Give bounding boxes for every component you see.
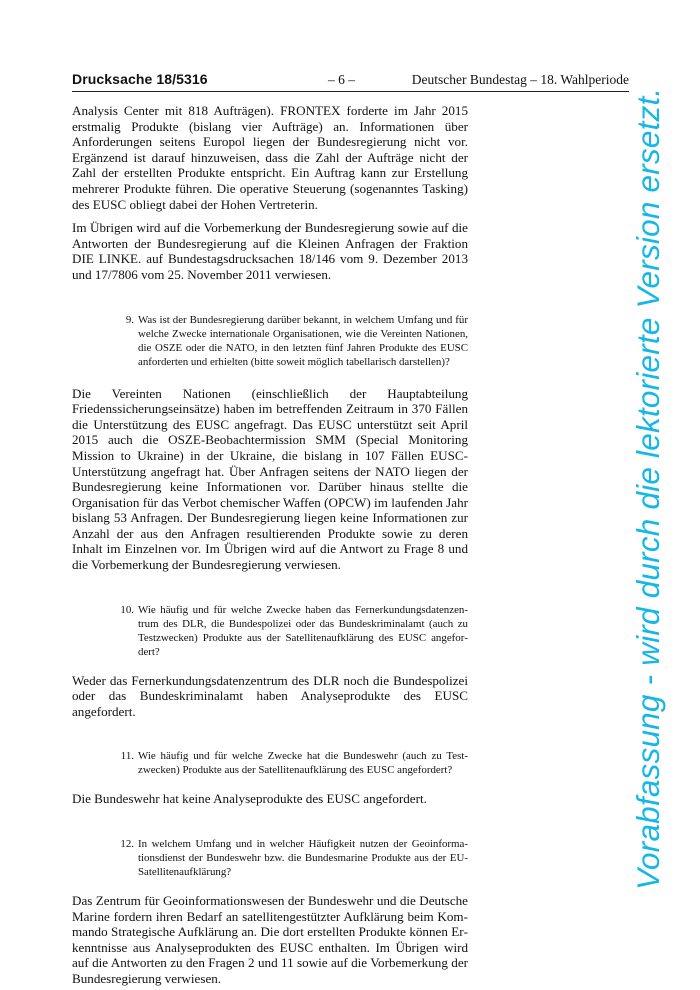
- question-number: 10.: [120, 603, 134, 616]
- question-number: 11.: [120, 750, 134, 763]
- answer-paragraph: Analysis Center mit 818 Aufträgen). FRONTEX forderte im Jahr 2015 erstmalig Produkte (bislang vier Aufträge) an. Informationen über Anforderungen seitens Europol liegen der Bundesregierung nicht vor. Ergänzend ist darauf hinzuweisen, dass die Zahl der Aufträge nicht der Zahl der erstellten Produkte entspricht. Ein Auftrag kann zur Erstellung mehrerer Produkte führen. Die operative Steuerung (sogenanntes Tasking) des EUSC obliegt dabei der Hohen Vertreterin.: [72, 103, 468, 212]
- page-content: [72, 103, 468, 987]
- answer-12: Das Zentrum für Geoinformationswesen der Bundeswehr und die Deutsche Marine fordern ihren Bedarf an satellitengestützter Aufklärung beim Kommando Strategische Aufklärung an. Die dort erstellten Produkte können Erkenntnisse aus Analyseprodukten des EUSC enthalten. Im Übrigen wird auf die Antworten zu den Fragen 2 und 11 sowie auf die Vorbemerkung der Bundesregierung verwiesen.: [72, 893, 468, 986]
- institution-label: Deutscher Bundestag – 18. Wahlperiode: [411, 72, 629, 87]
- document-label: Drucksache 18/: [72, 71, 177, 87]
- answer-9: Die Vereinten Nationen (einschließlich der Hauptabteilung Friedenssicherungseinsätze) haben im betreffenden Zeitraum in 370 Fällen die Unterstützung des EUSC angefragt. Das EUSC unterstützt seit April 2015 auch die OSZE-Beobachtermission SMM (Special Monitoring Mission to Ukraine) in der Ukraine, die bislang in 107 Fällen EUSC-Unterstützung angefragt hat. Über Anfragen seitens der NATO liegen der Bundesregierung keine Informationen vor. Darüber hinaus stellte die Organisation für das Verbot chemischer Waffen (OPCW) im laufenden Jahr bislang 53 Anfragen. Der Bundesregierung liegen keine Informationen zur Anzahl der aus den Anfragen resultierenden Produkte sowie zu deren Inhalt im Einzelnen vor. Im Übrigen wird auf die Antwort zu Frage 8 und die Vorbemerkung der Bundesregierung verwiesen.: [72, 385, 468, 573]
- question-9: [114, 313, 468, 369]
- draft-watermark: Vorabfassung - wird durch die lektorierte Version ersetzt.: [630, 87, 666, 890]
- question-text: Wie häufig und für welche Zwecke hat die Bundeswehr (auch zu Testzwecken) Produkte aus der Satellitenaufklärung des EUSC angefordert?: [138, 750, 468, 777]
- question-12: [114, 837, 468, 879]
- document-number: [72, 71, 208, 87]
- question-text: Was ist der Bundesregierung darüber bekannt, in welchem Umfang und für welche Zwecke internationale Organisationen, wie die Vereinten Nationen, die OSZE oder die NATO, in den letzten fünf Jahren Produkte des EUSC anforderten und erhielten (bitte soweit möglich tabellarisch darstellen)?: [138, 313, 468, 368]
- answer-11: Die Bundeswehr hat keine Analyseprodukte des EUSC angefordert.: [72, 791, 427, 807]
- question-11: [114, 749, 468, 777]
- answer-10: Weder das Fernerkundungsdatenzentrum des DLR noch die Bundespolizei oder das Bundeskriminalamt haben Analyseprodukte des EUSC angefordert.: [72, 672, 468, 719]
- question-number: 9.: [125, 313, 134, 326]
- question-text: Wie häufig und für welche Zwecke haben das Fernerkundungsdatenzentrum des DLR, die Bundespolizei oder das Bundeskriminalamt (auch zu Testzwecken) Produkte aus der Satellitenaufklärung des EUSC angefordert?: [138, 603, 468, 658]
- question-number: 12.: [120, 838, 134, 851]
- question-10: [114, 603, 468, 659]
- page-number: – 6 –: [328, 72, 355, 87]
- document-id: 5316: [176, 71, 208, 87]
- page-header: [72, 71, 629, 92]
- answer-paragraph: Im Übrigen wird auf die Vorbemerkung der Bundesregierung sowie auf die Antworten der Bundesregierung auf die Kleinen Anfragen der Fraktion DIE LINKE. auf Bundestagsdrucksachen 18/146 vom 9. Dezember 2013 und 17/7806 vom 25. November 2011 verwiesen.: [72, 220, 468, 282]
- question-text: In welchem Umfang und in welcher Häufigkeit nutzen der Geoinformationsdienst der Bundeswehr bzw. die Bundesmarine Produkte aus der EU-Satellitenaufklärung?: [138, 838, 468, 879]
